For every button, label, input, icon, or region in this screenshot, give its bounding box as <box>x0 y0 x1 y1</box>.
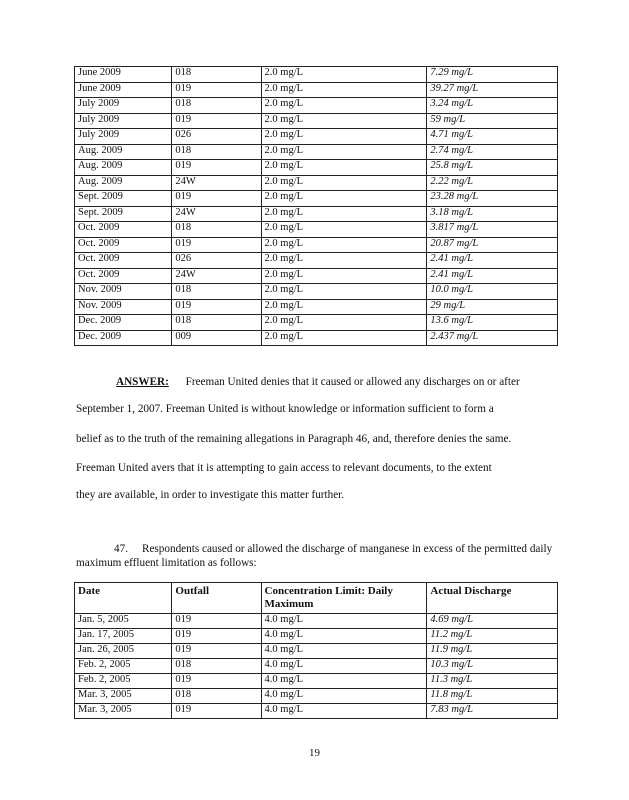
cell-date: Feb. 2, 2005 <box>75 659 172 674</box>
answer-line-5: they are available, in order to investigate this matter further. <box>76 489 345 501</box>
cell-outfall: 24W <box>172 175 261 191</box>
cell-outfall: 019 <box>172 674 261 689</box>
cell-limit: 2.0 mg/L <box>261 67 427 83</box>
cell-actual: 7.29 mg/L <box>427 67 558 83</box>
cell-actual: 11.3 mg/L <box>427 674 558 689</box>
answer-line-2: September 1, 2007. Freeman United is without knowledge or information sufficient to form a <box>76 403 494 415</box>
paragraph-number: 47. <box>114 543 128 555</box>
cell-actual: 13.6 mg/L <box>427 315 558 331</box>
cell-limit: 2.0 mg/L <box>261 160 427 176</box>
cell-date: Mar. 3, 2005 <box>75 704 172 719</box>
cell-outfall: 018 <box>172 689 261 704</box>
table-row <box>75 160 558 176</box>
cell-date: Sept. 2009 <box>75 191 172 207</box>
cell-date: Nov. 2009 <box>75 299 172 315</box>
paragraph-47 <box>76 542 556 570</box>
cell-limit: 2.0 mg/L <box>261 268 427 284</box>
table-row <box>75 644 558 659</box>
table-row <box>75 330 558 346</box>
cell-actual: 11.9 mg/L <box>427 644 558 659</box>
cell-limit: 4.0 mg/L <box>261 659 427 674</box>
cell-outfall: 24W <box>172 206 261 222</box>
cell-actual: 4.69 mg/L <box>427 614 558 629</box>
manganese-discharge-table <box>74 582 558 719</box>
cell-actual: 3.18 mg/L <box>427 206 558 222</box>
cell-date: Oct. 2009 <box>75 237 172 253</box>
cell-outfall: 019 <box>172 237 261 253</box>
cell-date: Mar. 3, 2005 <box>75 689 172 704</box>
cell-outfall: 026 <box>172 253 261 269</box>
cell-outfall: 24W <box>172 268 261 284</box>
cell-limit: 4.0 mg/L <box>261 689 427 704</box>
header-concentration-limit: Concentration Limit: Daily Maximum <box>261 583 427 614</box>
cell-actual: 2.437 mg/L <box>427 330 558 346</box>
table-row <box>75 129 558 145</box>
table-row <box>75 144 558 160</box>
cell-limit: 2.0 mg/L <box>261 330 427 346</box>
cell-actual: 39.27 mg/L <box>427 82 558 98</box>
cell-limit: 2.0 mg/L <box>261 129 427 145</box>
cell-outfall: 019 <box>172 704 261 719</box>
cell-actual: 3.24 mg/L <box>427 98 558 114</box>
answer-label: ANSWER: <box>116 376 169 388</box>
cell-date: Feb. 2, 2005 <box>75 674 172 689</box>
cell-limit: 2.0 mg/L <box>261 237 427 253</box>
cell-actual: 20.87 mg/L <box>427 237 558 253</box>
cell-actual: 7.83 mg/L <box>427 704 558 719</box>
table-row <box>75 689 558 704</box>
table-row <box>75 82 558 98</box>
cell-limit: 2.0 mg/L <box>261 113 427 129</box>
cell-date: Aug. 2009 <box>75 175 172 191</box>
answer-line-3: belief as to the truth of the remaining allegations in Paragraph 46, and, therefore denies the same. <box>76 433 512 445</box>
cell-actual: 29 mg/L <box>427 299 558 315</box>
cell-outfall: 018 <box>172 144 261 160</box>
cell-date: Nov. 2009 <box>75 284 172 300</box>
cell-limit: 2.0 mg/L <box>261 98 427 114</box>
cell-actual: 4.71 mg/L <box>427 129 558 145</box>
table-row <box>75 206 558 222</box>
cell-date: Jan. 5, 2005 <box>75 614 172 629</box>
cell-actual: 2.41 mg/L <box>427 268 558 284</box>
cell-actual: 2.41 mg/L <box>427 253 558 269</box>
table-row <box>75 674 558 689</box>
cell-limit: 4.0 mg/L <box>261 614 427 629</box>
cell-outfall: 018 <box>172 67 261 83</box>
answer-line-1 <box>116 376 520 388</box>
cell-date: Aug. 2009 <box>75 144 172 160</box>
cell-limit: 2.0 mg/L <box>261 315 427 331</box>
cell-date: July 2009 <box>75 98 172 114</box>
cell-outfall: 019 <box>172 191 261 207</box>
cell-date: Oct. 2009 <box>75 253 172 269</box>
cell-date: Sept. 2009 <box>75 206 172 222</box>
header-outfall: Outfall <box>172 583 261 614</box>
cell-actual: 10.0 mg/L <box>427 284 558 300</box>
cell-date: Oct. 2009 <box>75 222 172 238</box>
table-row <box>75 268 558 284</box>
cell-outfall: 019 <box>172 644 261 659</box>
table-row <box>75 299 558 315</box>
cell-limit: 2.0 mg/L <box>261 222 427 238</box>
cell-limit: 2.0 mg/L <box>261 144 427 160</box>
cell-outfall: 019 <box>172 614 261 629</box>
answer-line-1-text: Freeman United denies that it caused or allowed any discharges on or after <box>185 376 520 388</box>
table-row <box>75 175 558 191</box>
header-actual-discharge: Actual Discharge <box>427 583 558 614</box>
discharge-table-continued <box>74 66 558 346</box>
cell-outfall: 018 <box>172 659 261 674</box>
cell-limit: 2.0 mg/L <box>261 206 427 222</box>
cell-limit: 2.0 mg/L <box>261 299 427 315</box>
cell-date: June 2009 <box>75 82 172 98</box>
cell-outfall: 018 <box>172 98 261 114</box>
cell-actual: 11.2 mg/L <box>427 629 558 644</box>
cell-actual: 3.817 mg/L <box>427 222 558 238</box>
cell-limit: 2.0 mg/L <box>261 175 427 191</box>
table-row <box>75 222 558 238</box>
cell-limit: 2.0 mg/L <box>261 253 427 269</box>
table-row <box>75 98 558 114</box>
table-row <box>75 614 558 629</box>
header-date: Date <box>75 583 172 614</box>
cell-outfall: 018 <box>172 222 261 238</box>
discharge-table-body <box>75 67 558 346</box>
cell-outfall: 018 <box>172 315 261 331</box>
table-row <box>75 315 558 331</box>
cell-outfall: 019 <box>172 82 261 98</box>
page-number: 19 <box>309 747 320 759</box>
table-row <box>75 704 558 719</box>
cell-limit: 4.0 mg/L <box>261 644 427 659</box>
cell-date: Aug. 2009 <box>75 160 172 176</box>
cell-limit: 2.0 mg/L <box>261 82 427 98</box>
cell-outfall: 009 <box>172 330 261 346</box>
cell-actual: 2.74 mg/L <box>427 144 558 160</box>
table-row <box>75 253 558 269</box>
table-header-row <box>75 583 558 614</box>
cell-date: Jan. 17, 2005 <box>75 629 172 644</box>
cell-limit: 2.0 mg/L <box>261 284 427 300</box>
table-row <box>75 629 558 644</box>
cell-limit: 4.0 mg/L <box>261 674 427 689</box>
cell-date: Dec. 2009 <box>75 330 172 346</box>
cell-date: Jan. 26, 2005 <box>75 644 172 659</box>
table-row <box>75 67 558 83</box>
cell-actual: 25.8 mg/L <box>427 160 558 176</box>
cell-actual: 11.8 mg/L <box>427 689 558 704</box>
cell-limit: 4.0 mg/L <box>261 704 427 719</box>
cell-outfall: 026 <box>172 129 261 145</box>
cell-actual: 59 mg/L <box>427 113 558 129</box>
manganese-table-body <box>75 614 558 719</box>
cell-date: Dec. 2009 <box>75 315 172 331</box>
cell-outfall: 019 <box>172 160 261 176</box>
table-row <box>75 284 558 300</box>
cell-limit: 4.0 mg/L <box>261 629 427 644</box>
table-row <box>75 113 558 129</box>
paragraph-text: Respondents caused or allowed the discharge of manganese in excess of the permitted daily maximum effluent limitation as follows: <box>76 543 553 569</box>
cell-date: July 2009 <box>75 129 172 145</box>
cell-actual: 10.3 mg/L <box>427 659 558 674</box>
cell-date: June 2009 <box>75 67 172 83</box>
answer-line-4: Freeman United avers that it is attempting to gain access to relevant documents, to the extent <box>76 462 492 474</box>
table-row <box>75 659 558 674</box>
cell-outfall: 019 <box>172 113 261 129</box>
cell-date: Oct. 2009 <box>75 268 172 284</box>
cell-outfall: 019 <box>172 299 261 315</box>
cell-actual: 2.22 mg/L <box>427 175 558 191</box>
cell-actual: 23.28 mg/L <box>427 191 558 207</box>
cell-date: July 2009 <box>75 113 172 129</box>
cell-outfall: 018 <box>172 284 261 300</box>
cell-limit: 2.0 mg/L <box>261 191 427 207</box>
cell-outfall: 019 <box>172 629 261 644</box>
table-row <box>75 191 558 207</box>
table-row <box>75 237 558 253</box>
